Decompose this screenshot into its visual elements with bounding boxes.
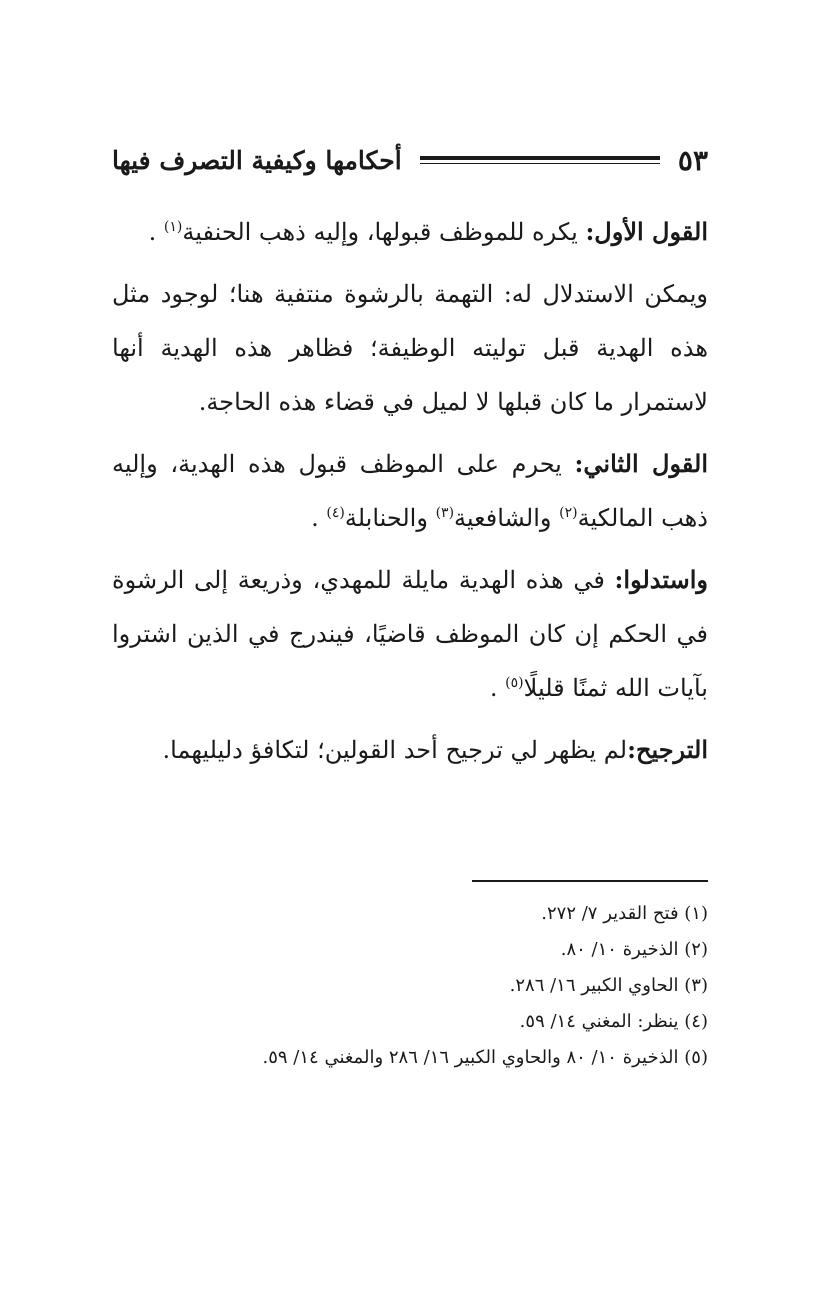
footnote-separator: [472, 880, 708, 882]
footnote-5: (٥) الذخيرة ١٠/ ٨٠ والحاوي الكبير ١٦/ ٢٨٦ والمغني ١٤/ ٥٩.: [262, 1047, 708, 1068]
preference-text: لم يظهر لي ترجيح أحد القولين؛ لتكافؤ دليليهما.: [162, 736, 628, 764]
footnotes: [112, 896, 708, 1076]
footnote-ref-3: (٣): [435, 505, 455, 521]
footnote-4: (٤) ينظر: المغني ١٤/ ٥٩.: [519, 1011, 708, 1032]
page-number: ٥٣: [677, 143, 708, 177]
first-opinion-heading: القول الأول:: [585, 217, 708, 246]
paragraph-preference: [112, 723, 708, 777]
first-opinion-tail: .: [148, 218, 164, 246]
preference-heading: الترجيح:: [627, 735, 708, 764]
header-rule-thick: [420, 156, 660, 160]
paragraph-second-opinion: [112, 437, 708, 545]
page-header: [112, 138, 708, 182]
second-opinion-heading: القول الثاني:: [574, 449, 708, 478]
header-rule-thin: [420, 163, 660, 164]
paragraph-first-opinion: [112, 205, 708, 259]
footnote-ref-1: (١): [163, 219, 183, 235]
header-rule: [420, 156, 660, 164]
paragraph-first-evidence: [112, 267, 708, 429]
second-evidence-heading: واستدلوا:: [614, 565, 708, 594]
second-evidence-tail: .: [489, 674, 506, 702]
body-text: [112, 205, 708, 785]
footnote-ref-4: (٤): [326, 505, 345, 521]
second-opinion-tail: .: [311, 504, 327, 532]
second-opinion-text-3: والحنابلة: [344, 504, 436, 532]
footnote-2: (٢) الذخيرة ١٠/ ٨٠.: [560, 939, 708, 960]
first-opinion-text: يكره للموظف قبولها، وإليه ذهب الحنفية: [182, 218, 586, 246]
footnote-1: (١) فتح القدير ٧/ ٢٧٢.: [541, 903, 708, 924]
second-opinion-text-1: يحرم على الموظف قبول هذه الهدية، وإليه ذهب المالكية: [112, 450, 708, 532]
footnote-ref-2: (٢): [559, 505, 578, 521]
running-title: أحكامها وكيفية التصرف فيها: [112, 145, 402, 175]
footnote-ref-5: (٥): [505, 675, 524, 691]
paragraph-second-evidence: [112, 553, 708, 715]
second-opinion-text-2: والشافعية: [454, 504, 560, 532]
footnote-3: (٣) الحاوي الكبير ١٦/ ٢٨٦.: [509, 975, 708, 996]
first-evidence-text: ويمكن الاستدلال له: التهمة بالرشوة منتفية هنا؛ لوجود مثل هذه الهدية قبل توليته الوظيفة؛ فظاهر هذه الهدية أنها لاستمرار ما كان قبلها لا لميل في قضاء هذه الحاجة.: [112, 280, 708, 416]
second-evidence-text: في هذه الهدية مايلة للمهدي، وذريعة إلى الرشوة في الحكم إن كان الموظف قاضيًا، فيندرج في الذين اشتروا بآيات الله ثمنًا قليلًا: [112, 566, 708, 702]
